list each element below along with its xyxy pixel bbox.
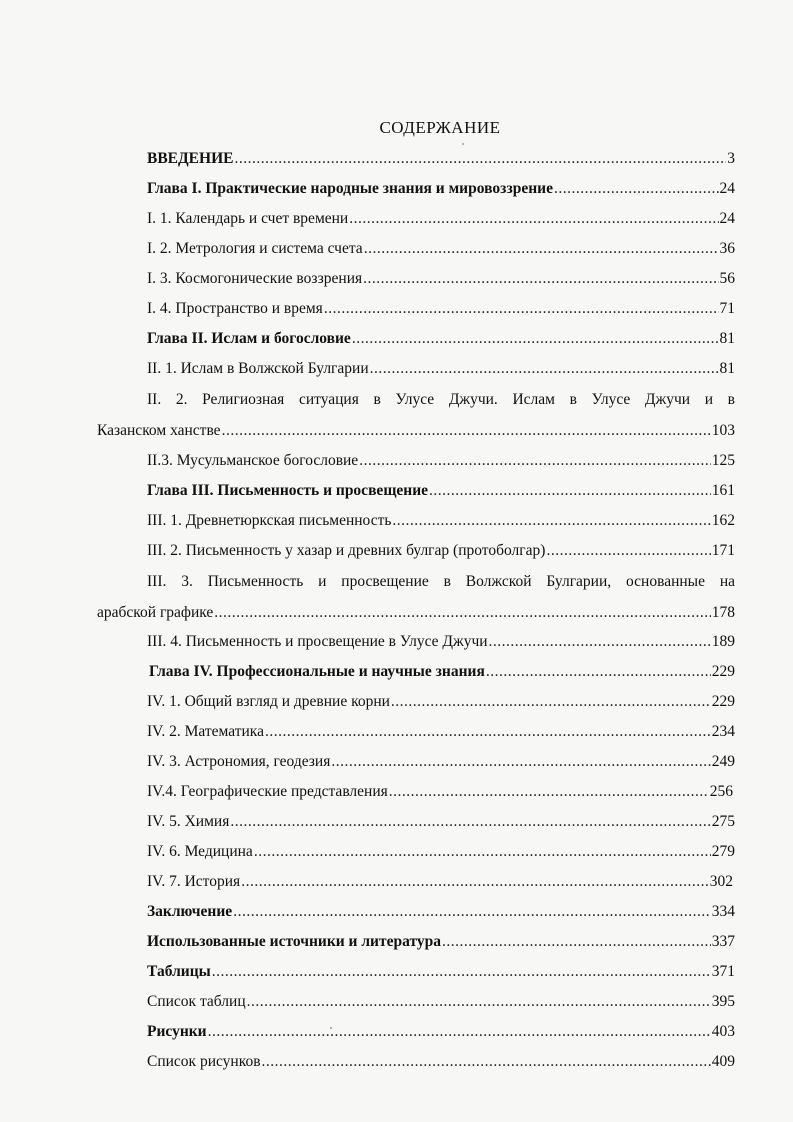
leader-dots <box>489 633 711 651</box>
leader-dots <box>254 843 711 861</box>
toc-entry-label: II.3. Мусульманское богословие <box>147 452 359 469</box>
toc-entry-label: IV. 3. Астрономия, геодезия <box>147 753 331 770</box>
toc-entry-label: II. 2. Религиозная ситуация в Улусе Джучи. Ислам в Улусе Джучи и в <box>147 391 735 408</box>
leader-dots <box>212 963 711 981</box>
toc-entry-label: Казанском ханстве <box>97 422 221 439</box>
leader-dots <box>359 452 711 470</box>
leader-dots <box>392 512 710 530</box>
toc-entry-4-6[interactable] <box>147 843 735 861</box>
toc-entry-4-4[interactable] <box>147 783 733 801</box>
toc-entry-chapter-1[interactable] <box>147 180 735 198</box>
leader-dots <box>324 300 719 318</box>
toc-entry-page: 103 <box>711 422 735 439</box>
toc-entry-label: III. 2. Письменность у хазар и древних булгар (протоболгар) <box>147 542 546 559</box>
toc-entry-1-4[interactable] <box>147 300 735 318</box>
toc-entry-3-3-line2[interactable] <box>97 604 735 622</box>
leader-dots <box>370 360 719 378</box>
toc-entry-page: 403 <box>711 1023 735 1040</box>
leader-dots <box>352 330 719 348</box>
toc-entry-page: 229 <box>711 693 735 710</box>
toc-entry-page: 36 <box>719 240 735 257</box>
toc-entry-page: 249 <box>711 753 735 770</box>
toc-entry-page: 229 <box>711 663 735 680</box>
leader-dots <box>391 693 711 711</box>
toc-entry-page: 275 <box>711 813 735 830</box>
leader-dots <box>230 813 710 831</box>
toc-entry-label: III. 1. Древнетюркская письменность <box>147 512 392 529</box>
leader-dots <box>265 723 711 741</box>
toc-entry-tables[interactable] <box>147 963 735 981</box>
toc-entry-page: 234 <box>711 723 735 740</box>
toc-entry-3-3-line1[interactable] <box>147 573 735 591</box>
toc-entry-page: 334 <box>711 903 735 920</box>
toc-entry-4-1[interactable] <box>147 693 735 711</box>
toc-entry-table-list[interactable] <box>147 993 735 1011</box>
toc-entry-label: II. 1. Ислам в Волжской Булгарии <box>147 360 369 377</box>
toc-entry-label: IV. 5. Химия <box>147 813 230 830</box>
toc-entry-chapter-3[interactable] <box>147 482 735 500</box>
toc-entry-1-2[interactable] <box>147 240 735 258</box>
leader-dots <box>442 933 711 951</box>
toc-entry-page: 3 <box>727 150 735 167</box>
toc-entry-page: 395 <box>711 993 735 1010</box>
leader-dots <box>233 903 711 921</box>
toc-entry-label: Таблицы <box>147 963 211 980</box>
toc-entry-label: Глава II. Ислам и богословие <box>147 330 351 347</box>
toc-entry-label: I. 4. Пространство и время <box>147 300 323 317</box>
toc-entry-3-4[interactable] <box>147 633 735 651</box>
toc-entry-4-2[interactable] <box>147 723 735 741</box>
toc-entry-label: I. 3. Космогонические воззрения <box>147 270 363 287</box>
toc-entry-page: 24 <box>719 180 735 197</box>
toc-entry-figures[interactable] <box>147 1023 735 1041</box>
toc-entry-label: Рисунки <box>147 1023 207 1040</box>
leader-dots <box>222 422 711 440</box>
toc-entry-page: 171 <box>711 542 735 559</box>
toc-entry-label: Список таблиц <box>147 993 246 1010</box>
scan-speck <box>462 143 464 145</box>
toc-entry-page: 371 <box>711 963 735 980</box>
leader-dots <box>247 993 711 1011</box>
toc-entry-label: Заключение <box>147 903 233 920</box>
leader-dots <box>349 210 718 228</box>
toc-entry-label: IV. 1. Общий взгляд и древние корни <box>147 693 390 710</box>
toc-entry-page: 81 <box>719 360 735 377</box>
leader-dots <box>429 482 711 500</box>
toc-entry-page: 24 <box>719 210 735 227</box>
toc-entry-2-2-line1[interactable] <box>147 391 735 409</box>
toc-entry-2-2-line2[interactable] <box>97 422 735 440</box>
leader-dots <box>214 604 710 622</box>
toc-entry-chapter-4[interactable] <box>149 663 735 681</box>
leader-dots <box>262 1053 711 1071</box>
leader-dots <box>546 542 710 560</box>
leader-dots <box>363 270 718 288</box>
leader-dots <box>554 180 719 198</box>
toc-entry-label: I. 1. Календарь и счет времени <box>147 210 349 227</box>
toc-entry-label: IV. 6. Медицина <box>147 843 253 860</box>
page-title: СОДЕРЖАНИЕ <box>379 118 501 137</box>
toc-entry-1-1[interactable] <box>147 210 735 228</box>
toc-entry-page: 189 <box>711 633 735 650</box>
toc-entry-page: 162 <box>711 512 735 529</box>
toc-entry-label: IV. 7. История <box>147 873 241 890</box>
toc-entry-label: I. 2. Метрология и система счета <box>147 240 363 257</box>
toc-entry-sources[interactable] <box>147 933 735 951</box>
toc-entry-label: Использованные источники и литература <box>147 933 441 950</box>
toc-entry-3-1[interactable] <box>147 512 735 530</box>
scan-speck <box>330 1027 332 1029</box>
leader-dots <box>208 1023 711 1041</box>
toc-entry-label: ВВЕДЕНИЕ <box>147 150 234 167</box>
toc-entry-conclusion[interactable] <box>147 903 735 921</box>
toc-entry-page: 256 <box>709 783 733 800</box>
toc-entry-3-2[interactable] <box>147 542 735 560</box>
toc-entry-4-7[interactable] <box>147 873 733 891</box>
toc-entry-page: 178 <box>711 604 735 621</box>
toc-entry-label: Глава IV. Профессиональные и научные знания <box>149 663 485 680</box>
toc-entry-chapter-2[interactable] <box>147 330 735 348</box>
toc-entry-page: 81 <box>719 330 735 347</box>
toc-entry-introduction[interactable] <box>147 150 735 168</box>
toc-entry-page: 409 <box>711 1053 735 1070</box>
toc-entry-page: 279 <box>711 843 735 860</box>
toc-entry-4-5[interactable] <box>147 813 735 831</box>
toc-entry-figure-list[interactable] <box>147 1053 735 1071</box>
toc-entry-label: арабской графике <box>97 604 214 621</box>
toc-entry-label: III. 4. Письменность и просвещение в Улусе Джучи <box>147 633 488 650</box>
leader-dots <box>331 753 710 771</box>
toc-entry-label: III. 3. Письменность и просвещение в Волжской Булгарии, основанные на <box>147 573 735 590</box>
toc-entry-1-3[interactable] <box>147 270 735 288</box>
toc-entry-page: 71 <box>719 300 735 317</box>
toc-entry-label: Список рисунков <box>147 1053 261 1070</box>
toc-entry-label: Глава III. Письменность и просвещение <box>147 482 429 499</box>
toc-entry-label: IV. 2. Математика <box>147 723 264 740</box>
toc-entry-page: 56 <box>719 270 735 287</box>
toc-entry-2-3[interactable] <box>147 452 735 470</box>
toc-entry-page: 161 <box>711 482 735 499</box>
toc-entry-page: 337 <box>711 933 735 950</box>
toc-entry-4-3[interactable] <box>147 753 735 771</box>
leader-dots <box>364 240 719 258</box>
toc-entry-page: 125 <box>711 452 735 469</box>
toc-entry-label: IV.4. Географические представления <box>147 783 388 800</box>
toc-entry-label: Глава I. Практические народные знания и мировоззрение <box>147 180 553 197</box>
leader-dots <box>234 150 726 168</box>
leader-dots <box>241 873 709 891</box>
leader-dots <box>389 783 709 801</box>
leader-dots <box>486 663 711 681</box>
toc-entry-2-1[interactable] <box>147 360 735 378</box>
toc-entry-page: 302 <box>709 873 733 890</box>
